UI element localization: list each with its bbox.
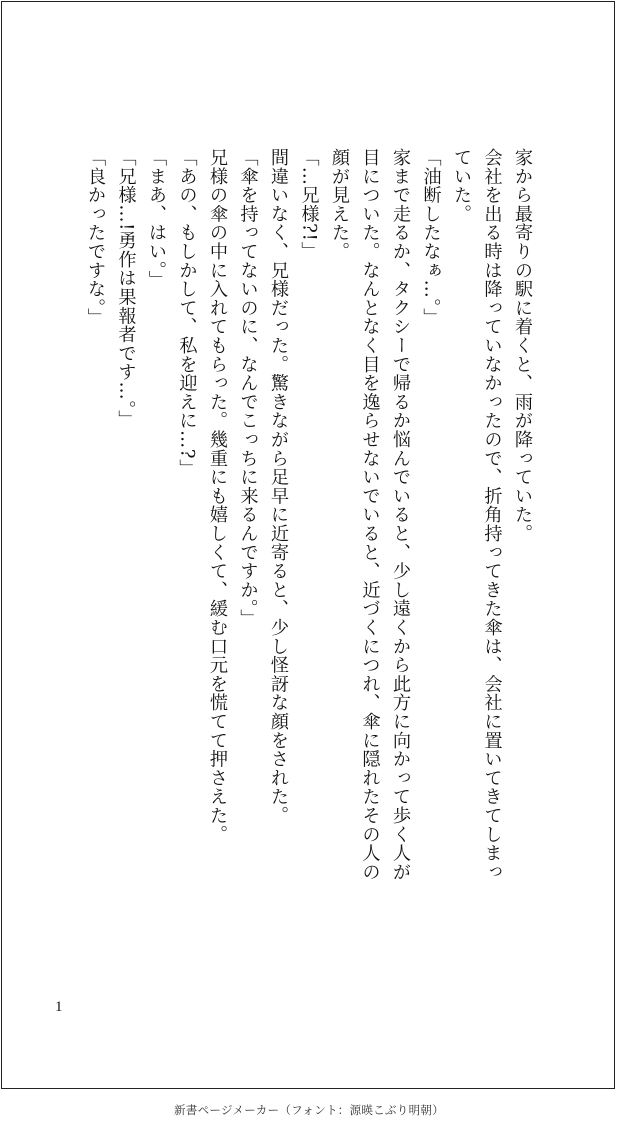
page-frame — [1, 1, 615, 1089]
paragraph: 「あの、もしかして、私を迎えに…?」 — [176, 148, 198, 478]
footer-caption: 新書ページメーカー（フォント：源暎こぶり明朝） — [173, 1103, 445, 1117]
paragraph: 「油断したなぁ…。」 — [420, 148, 442, 327]
paragraph: 間違いなく、兄様だった。驚きながら足早に近寄ると、少し怪訝な顔をされた。 — [268, 148, 289, 825]
novel-body-text — [80, 148, 538, 888]
paragraph: 「兄様…!勇作は果報者です…。」 — [115, 148, 137, 429]
paragraph: 「傘を持ってないのに、なんでこっちに来るんですか。」 — [237, 148, 259, 628]
paragraph: 兄様の傘の中に入れてもらった。幾重にも嬉しくて、緩む口元を慌てて押さえた。 — [207, 148, 228, 844]
paragraph: 「良かったですな。」 — [85, 148, 106, 327]
paragraph: 家から最寄りの駅に着くと、雨が降っていた。 — [512, 148, 533, 543]
paragraph: 会社を出る時は降っていなかったので、折角持ってきた傘は、会社に置いてきてしまっていた。 — [451, 148, 503, 882]
paragraph: 「…兄様?!」 — [298, 148, 320, 261]
page-number: 1 — [55, 999, 63, 1015]
paragraph: 家まで走るか、タクシーで帰るか悩んでいると、少し遠くから此方に向かって歩く人が目についた。なんとなく目を逸らせないでいると、近づくにつれ、傘に隠れたその人の顔が見えた。 — [329, 148, 411, 882]
paragraph: 「まあ、はい。」 — [146, 148, 167, 290]
